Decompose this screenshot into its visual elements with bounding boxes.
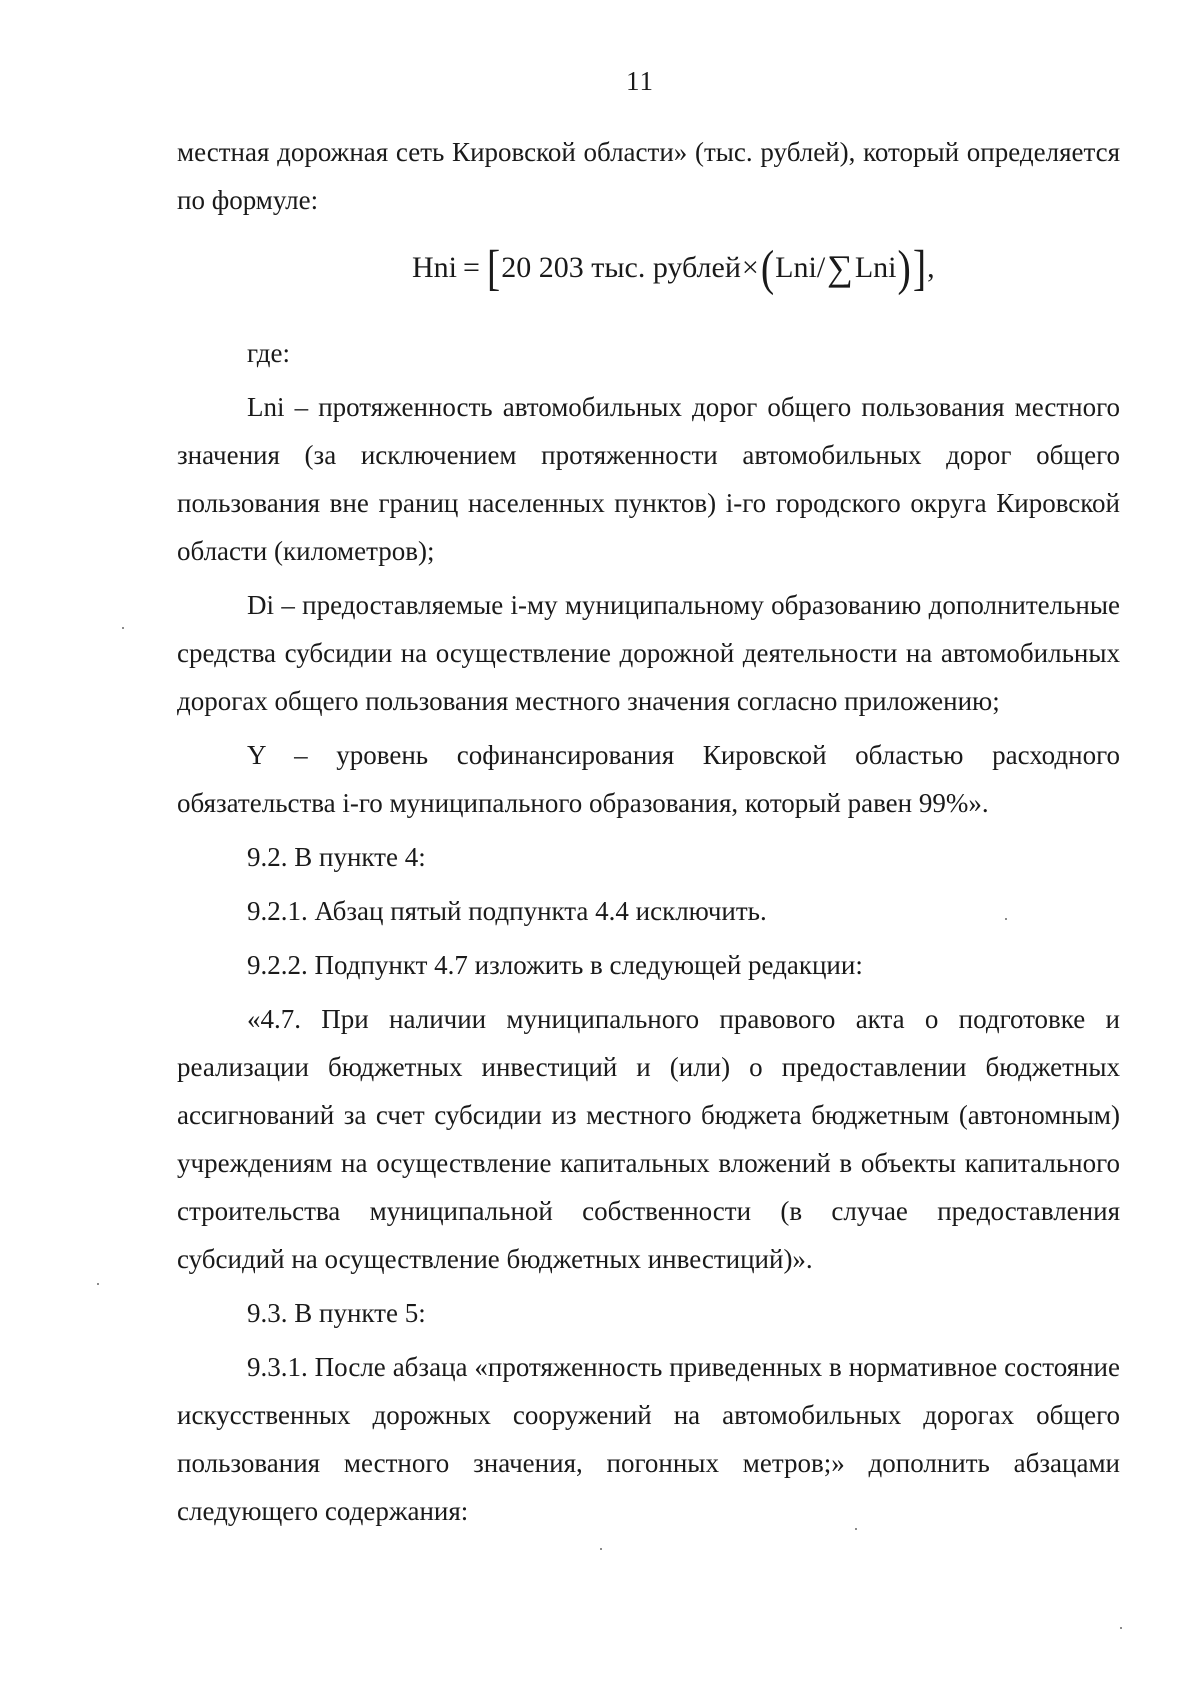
paragraph-y-definition: Y – уровень софинансирования Кировской областью расходного обязательства i-го муниципального образования, который равен 99%». bbox=[177, 740, 1120, 818]
formula-close-bracket: ] bbox=[912, 239, 927, 296]
paragraph-di-definition: Di – предоставляемые i-му муниципальному образованию дополнительные средства субсидии на осуществление дорожной деятельности на автомобильных дорогах общего пользования местного значения согласно приложению; bbox=[177, 590, 1120, 716]
formula-lhs: Hni bbox=[412, 251, 457, 284]
paragraph-intro: местная дорожная сеть Кировской области» (тыс. рублей), который определяется по формуле: bbox=[177, 137, 1120, 215]
formula-equals: = bbox=[463, 251, 480, 284]
formula-open-paren: ( bbox=[760, 239, 775, 296]
section-9-2-2: 9.2.2. Подпункт 4.7 изложить в следующей редакции: bbox=[247, 950, 863, 980]
quoted-clause-4-7: «4.7. При наличии муниципального правового акта о подготовке и реализации бюджетных инвестиций и (или) о предоставлении бюджетных ассигнований за счет субсидии из местного бюджета бюджетным (автономным) учреждениям на осуществление капитальных вложений в объекты капитального строительства муниципальной собственности (в случае предоставления субсидий на осуществление бюджетных инвестиций)». bbox=[177, 1004, 1120, 1274]
scan-speck bbox=[1120, 1627, 1122, 1629]
formula bbox=[412, 239, 935, 296]
formula-close-paren: ) bbox=[897, 239, 911, 296]
page-number: 11 bbox=[626, 66, 654, 96]
scan-speck bbox=[122, 627, 124, 629]
scan-speck bbox=[855, 1528, 857, 1530]
scan-speck bbox=[1005, 918, 1007, 920]
sigma-icon: ∑ bbox=[827, 248, 853, 288]
formula-block bbox=[177, 224, 1120, 329]
scan-speck bbox=[600, 1548, 602, 1550]
paragraph-lni-definition: Lni – протяженность автомобильных дорог общего пользования местного значения (за исключением протяженности автомобильных дорог общего пользования вне границ населенных пунктов) i-го городского округа Кировской области (километров); bbox=[177, 392, 1120, 566]
section-9-3: 9.3. В пункте 5: bbox=[247, 1298, 426, 1328]
section-9-2-1: 9.2.1. Абзац пятый подпункта 4.4 исключить. bbox=[247, 896, 767, 926]
formula-numerator: Lni/ bbox=[775, 251, 826, 284]
formula-open-bracket: [ bbox=[486, 239, 501, 296]
formula-amount: 20 203 тыс. рублей bbox=[501, 251, 741, 284]
formula-trailing-comma: , bbox=[927, 251, 935, 284]
paragraph-where: где: bbox=[247, 338, 290, 368]
formula-times: × bbox=[741, 251, 759, 284]
section-9-2: 9.2. В пункте 4: bbox=[247, 842, 426, 872]
formula-denominator: Lni bbox=[854, 251, 897, 284]
section-9-3-1: 9.3.1. После абзаца «протяженность приведенных в нормативное состояние искусственных дорожных сооружений на автомобильных дорогах общего пользования местного значения, погонных метров;» дополнить абзацами следующего содержания: bbox=[177, 1352, 1120, 1526]
document-body bbox=[177, 128, 1120, 1535]
scan-speck bbox=[97, 1283, 99, 1285]
